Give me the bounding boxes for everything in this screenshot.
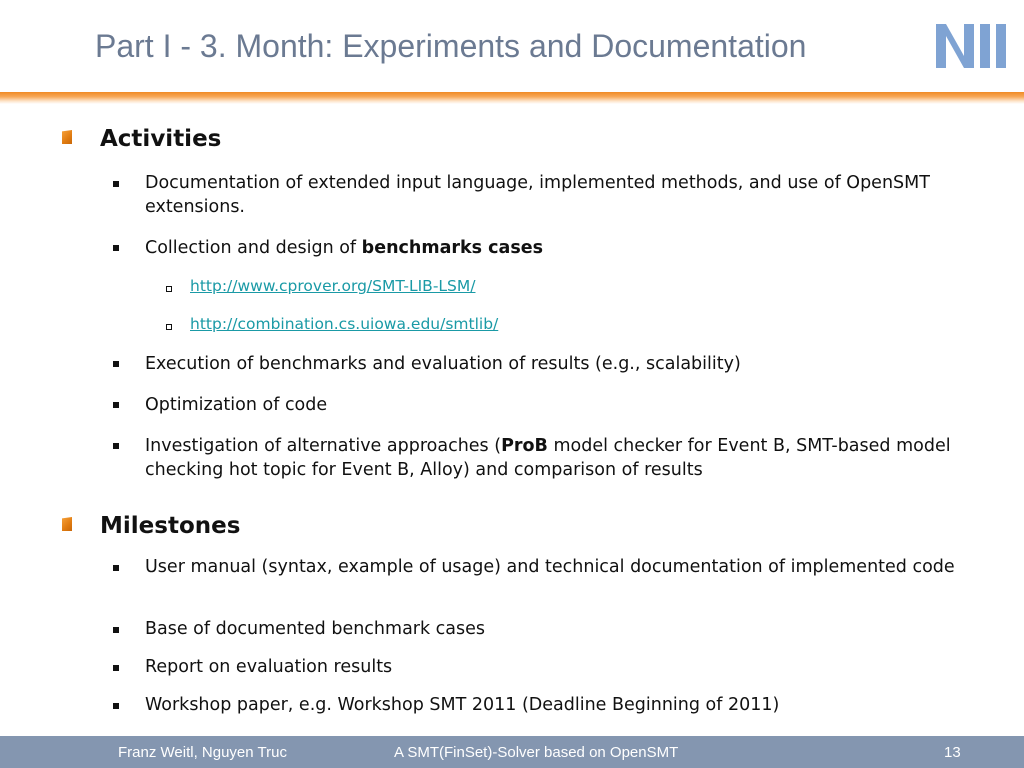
square-bullet-icon (113, 703, 119, 709)
square-bullet-icon (113, 627, 119, 633)
activity-item-documentation: Documentation of extended input language, implemented methods, and use of OpenSMT extensions. (145, 173, 930, 217)
prob-bold: ProB (501, 436, 548, 456)
activity-item-investigation-rest: model checker for Event B, SMT-based model checking hot topic for Event B, Alloy) and comparison of results (145, 436, 951, 480)
page-number: 13 (944, 744, 961, 761)
milestone-item-benchmark-base: Base of documented benchmark cases (145, 619, 486, 639)
square-bullet-icon (113, 443, 119, 449)
section-bullet-icon (62, 517, 72, 531)
activities-heading: Activities (100, 126, 222, 152)
activity-item-benchmarks-text: Collection and design of (145, 238, 362, 258)
footer-bar (0, 736, 1024, 768)
title-divider (0, 92, 1024, 104)
milestone-item-report: Report on evaluation results (145, 657, 393, 677)
activity-item-optimization: Optimization of code (145, 395, 328, 415)
nii-logo (934, 18, 1008, 72)
milestones-heading: Milestones (100, 513, 241, 539)
hollow-square-bullet-icon (166, 286, 172, 292)
square-bullet-icon (113, 565, 119, 571)
footer-talk-title: A SMT(FinSet)-Solver based on OpenSMT (394, 744, 679, 761)
link-cprover[interactable]: http://www.cprover.org/SMT-LIB-LSM/ (190, 277, 476, 295)
activity-item-investigation-text: Investigation of alternative approaches ( (145, 436, 502, 456)
activity-item-benchmarks (145, 236, 965, 260)
square-bullet-icon (113, 665, 119, 671)
activity-item-execution: Execution of benchmarks and evaluation of results (e.g., scalability) (145, 354, 741, 374)
hollow-square-bullet-icon (166, 324, 172, 330)
slide-title: Part I - 3. Month: Experiments and Documentation (95, 28, 807, 64)
square-bullet-icon (113, 361, 119, 367)
section-bullet-icon (62, 130, 72, 144)
milestone-item-user-manual: User manual (syntax, example of usage) and technical documentation of implemented code (145, 557, 955, 577)
footer-authors: Franz Weitl, Nguyen Truc (118, 744, 287, 761)
activity-item-investigation (145, 434, 965, 482)
milestone-item-workshop: Workshop paper, e.g. Workshop SMT 2011 (Deadline Beginning of 2011) (145, 695, 780, 715)
benchmarks-cases-bold: benchmarks cases (361, 238, 544, 258)
square-bullet-icon (113, 402, 119, 408)
square-bullet-icon (113, 245, 119, 251)
square-bullet-icon (113, 181, 119, 187)
link-uiowa[interactable]: http://combination.cs.uiowa.edu/smtlib/ (190, 315, 499, 333)
